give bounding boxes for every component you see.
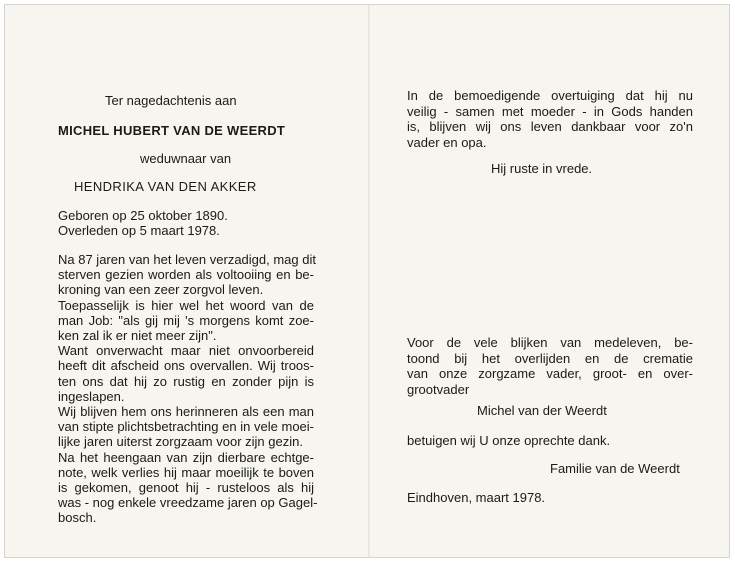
biography-paragraph: [58, 252, 318, 526]
birth-date: Geboren op 25 oktober 1890.: [58, 208, 228, 223]
thanks-paragraph: [407, 335, 693, 397]
text-line: was - nog enkele vreedzame jaren op Gagel-: [58, 495, 318, 511]
deceased-name: MICHEL HUBERT VAN DE WEERDT: [58, 123, 286, 138]
card-fold: [368, 5, 370, 557]
text-line: Wij blijven hem ons herinneren als een man: [58, 404, 314, 420]
text-line: Voor de vele blijken van medeleven, be-: [407, 335, 693, 350]
text-line: vader en opa.: [407, 134, 487, 150]
text-line: In de bemoedigende overtuiging dat hij nu: [407, 88, 693, 103]
text-line: sterven gezien worden als voltooiing en be-: [58, 267, 314, 283]
relation-line: weduwnaar van: [140, 151, 232, 166]
text-line: is, blijven wij ons leven dankbaar voor zo'n: [407, 119, 693, 134]
text-line: man Job: "als gij mij 's morgens komt zoe-: [58, 312, 314, 328]
text-line: Toepasselijk is hier wel het woord van de: [58, 297, 314, 313]
text-line: van stipte plichtsbetrachting en in vele moei-: [58, 419, 314, 435]
text-line: grootvader: [407, 381, 470, 397]
signatory-name: Michel van der Weerdt: [477, 403, 607, 418]
text-line: veilig - samen met moeder - in Gods handen: [407, 103, 693, 119]
text-line: toond bij het overlijden en de crematie: [407, 350, 693, 366]
text-line: note, welk verlies hij maar moeilijk te boven: [58, 464, 314, 480]
faith-paragraph: [407, 88, 693, 150]
text-line: Na het heengaan van zijn dierbare echtge-: [58, 449, 314, 465]
text-line: lijke jaren uiterst zorgzaam voor zijn gezin.: [58, 434, 303, 450]
text-line: ten ons dat hij zo rustig en zonder pijn is: [58, 373, 314, 389]
intro-line: Ter nagedachtenis aan: [105, 93, 237, 108]
text-line: is gekomen, genoot hij - rusteloos als hij: [58, 480, 314, 496]
text-line: heeft dit afscheid ons overvallen. Wij troos-: [58, 358, 314, 374]
place-date: Eindhoven, maart 1978.: [407, 490, 546, 505]
rest-in-peace: Hij ruste in vrede.: [491, 161, 593, 176]
text-line: kroning van een zeer zorgvol leven.: [58, 282, 264, 298]
text-line: Na 87 jaren van het leven verzadigd, mag dit: [58, 252, 316, 267]
text-line: ken zal ik er niet meer zijn".: [58, 328, 217, 344]
text-line: bosch.: [58, 510, 97, 526]
text-line: van onze zorgzame vader, groot- en over-: [407, 366, 693, 381]
spouse-name: HENDRIKA VAN DEN AKKER: [74, 179, 257, 194]
family-signature: Familie van de Weerdt: [550, 461, 680, 476]
text-line: Want onverwacht maar niet onvoorbereid: [58, 343, 314, 359]
text-line: ingeslapen.: [58, 388, 125, 404]
death-date: Overleden op 5 maart 1978.: [58, 223, 220, 238]
thanks-closing: betuigen wij U onze oprechte dank.: [407, 433, 611, 448]
